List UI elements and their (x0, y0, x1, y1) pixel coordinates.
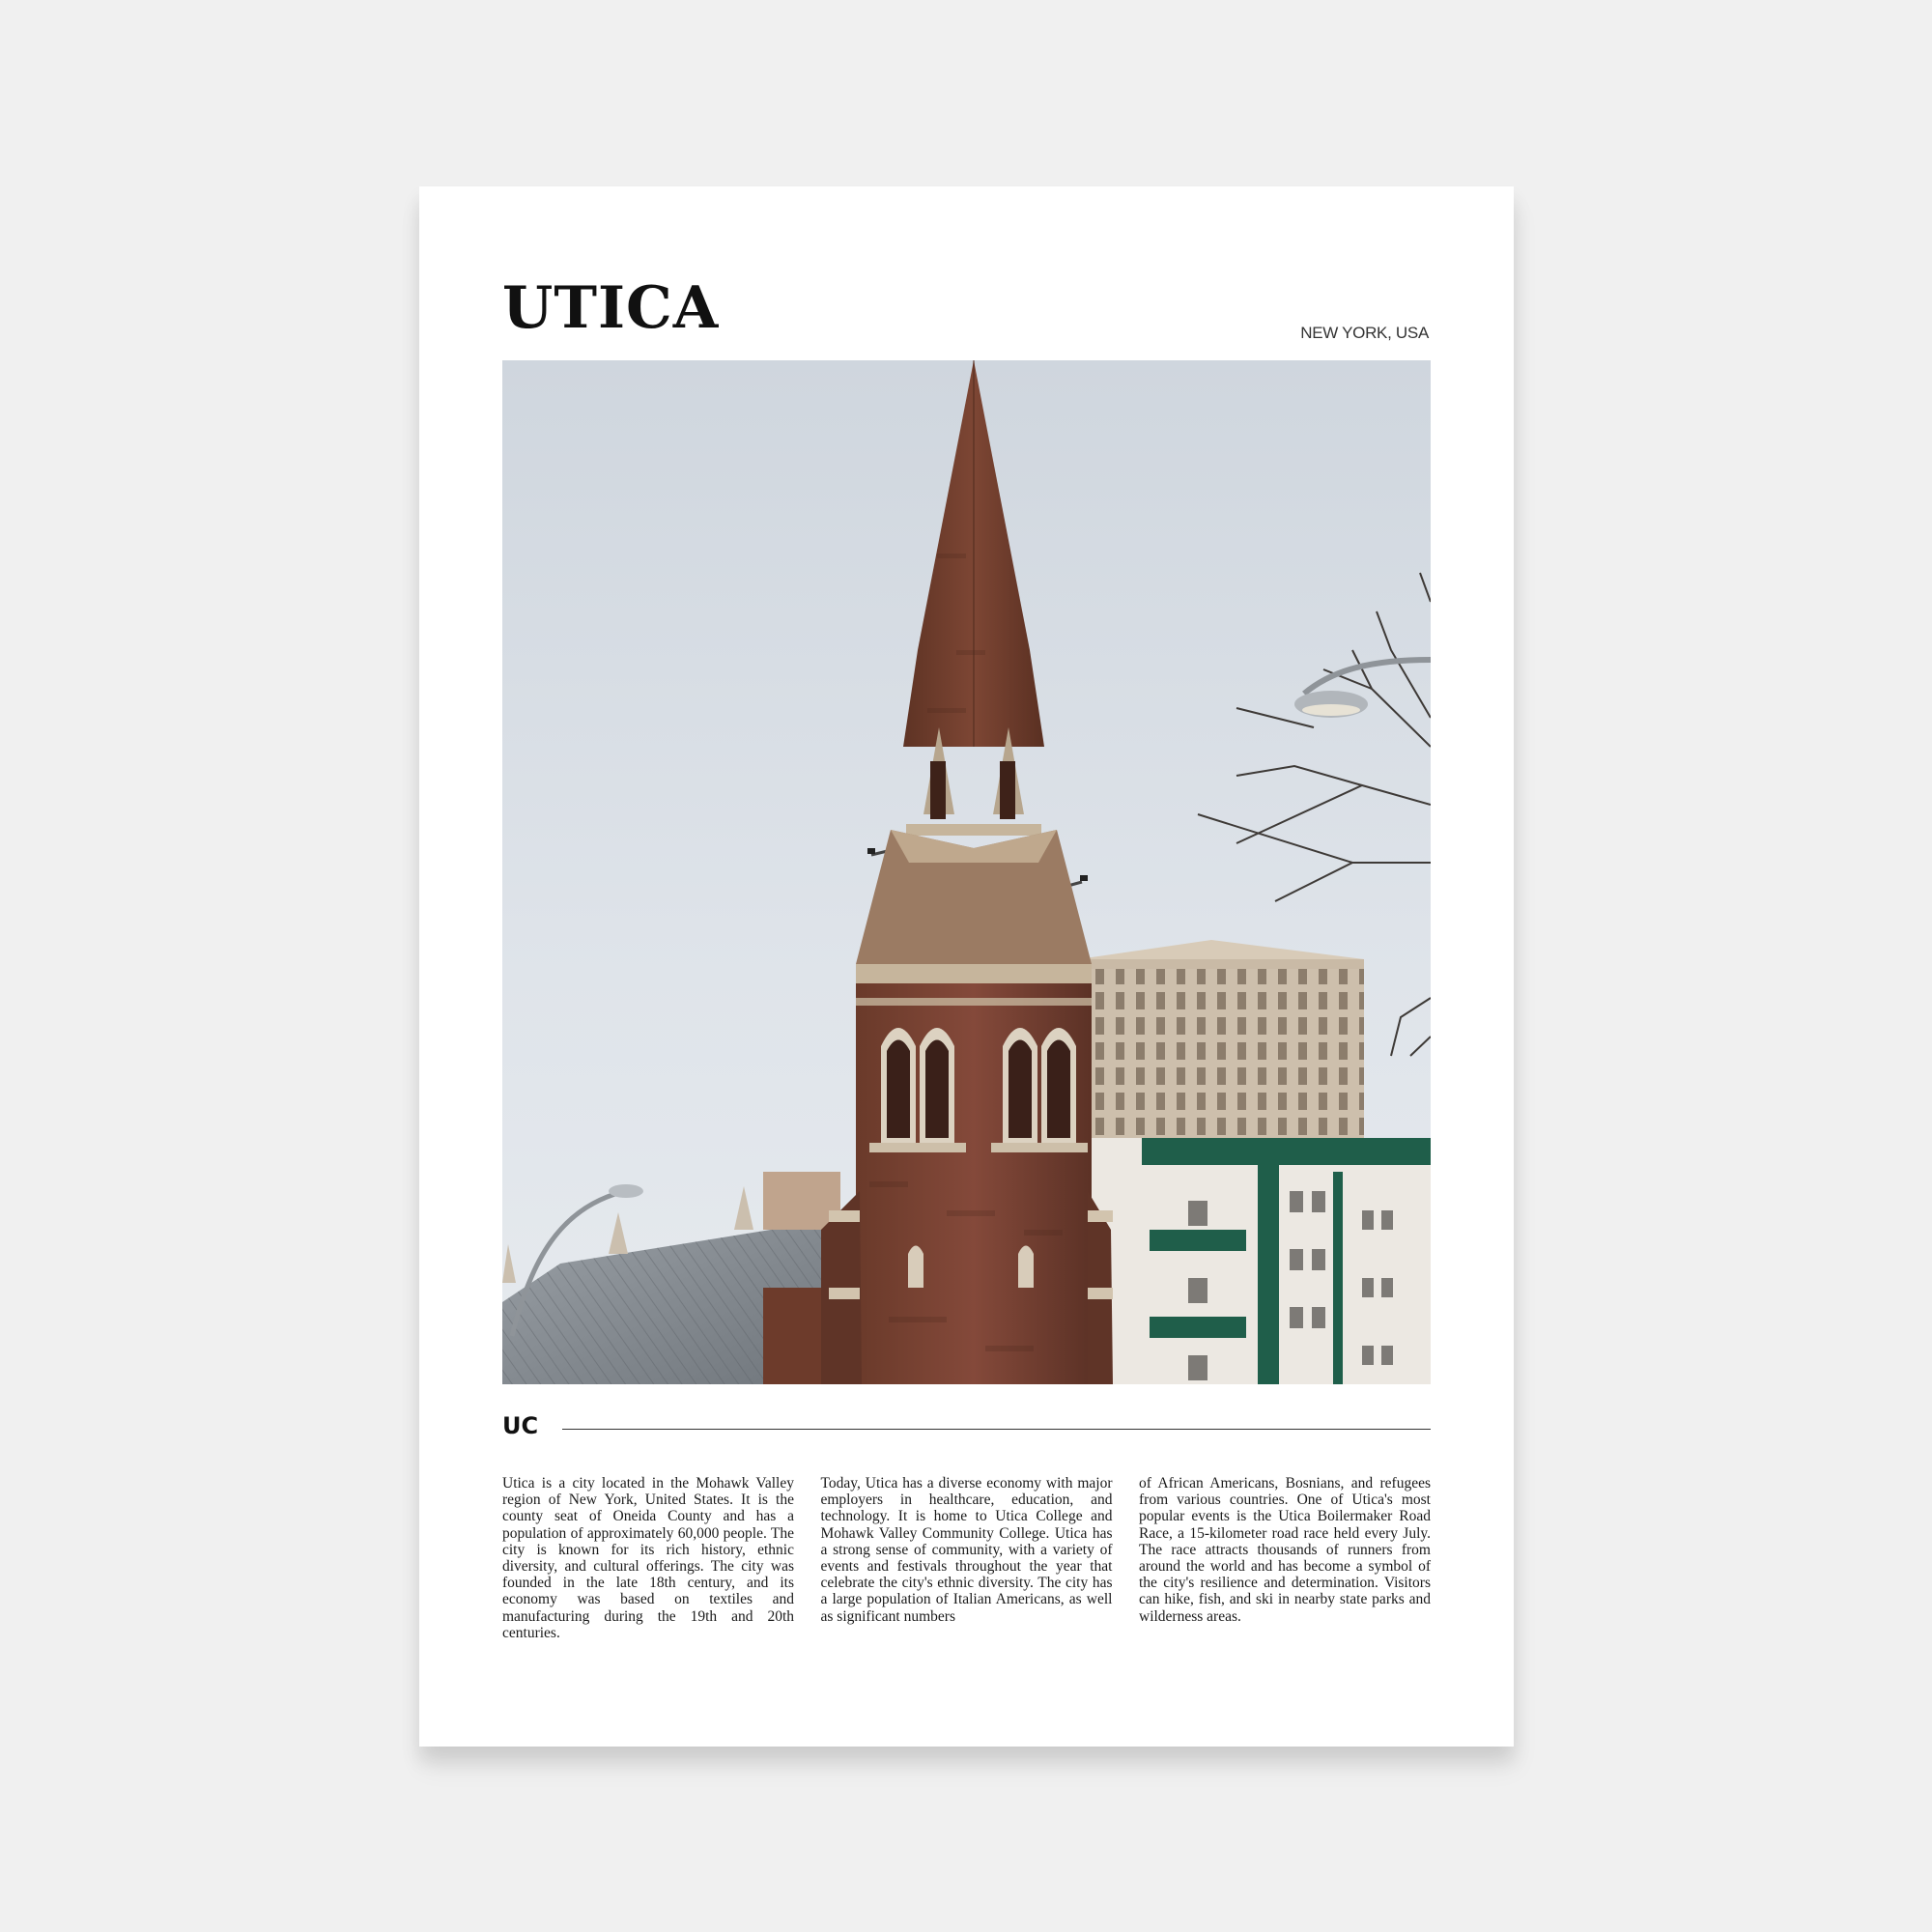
poster (419, 186, 1514, 1747)
location-label: NEW YORK, USA (1300, 324, 1429, 342)
city-code: UC (502, 1412, 539, 1439)
description-column-2: Today, Utica has a diverse economy with major employers in healthcare, education, and technology. It is home to Utica College and Mohawk Valley Community College. Utica has a strong sense of community, with a variety of events and festivals throughout the year that celebrate the city's ethnic diversity. The city has a large population of Italian Americans, as well as significant numbers (820, 1475, 1113, 1625)
divider-line (562, 1429, 1431, 1430)
church-steeple-photo (502, 360, 1431, 1384)
description-column-1: Utica is a city located in the Mohawk Valley region of New York, United States. It is the county seat of Oneida County and has a population of approximately 60,000 people. The city is known for its rich history, ethnic diversity, and cultural offerings. The city was founded in the late 18th century, and its economy was based on textiles and manufacturing during the 19th and 20th centuries. (502, 1475, 794, 1641)
description-columns (502, 1475, 1431, 1641)
description-column-3: of African Americans, Bosnians, and refugees from various countries. One of Utica's most popular events is the Utica Boilermaker Road Race, a 15-kilometer road race held every July. The race attracts thousands of runners from around the world and has become a symbol of the city's resilience and determination. Visitors can hike, fish, and ski in nearby state parks and wilderness areas. (1139, 1475, 1431, 1625)
poster-title: UTICA (502, 274, 720, 342)
